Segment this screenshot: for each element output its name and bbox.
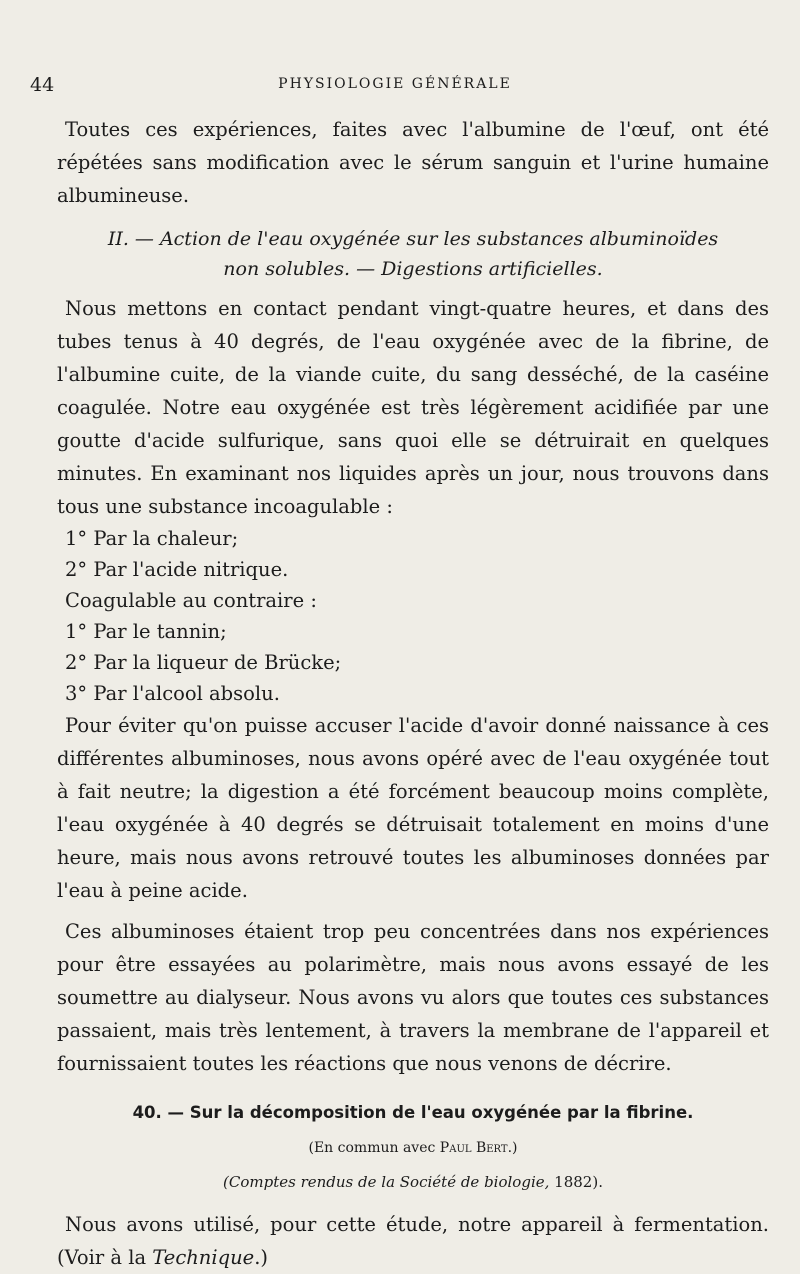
page-number: 44 [30,74,55,96]
body-text [57,113,769,1274]
final-paragraph-start: Nous avons utilisé, pour cette étude, notre appareil à fermentation. (Voir à la [57,1213,769,1269]
list-item-coagulable-1: 1° Par le tannin; [65,620,227,643]
final-paragraph [57,1208,769,1274]
chapter-title: 40. — Sur la décomposition de l'eau oxygénée par la fibrine. [132,1103,694,1122]
list-item-coagulable-3: 3° Par l'alcool absolu. [65,682,280,705]
final-paragraph-italic: Technique [152,1246,255,1269]
coauthor-name: Paul Bert [439,1140,508,1156]
paragraph-1: Toutes ces expériences, faites avec l'albumine de l'œuf, ont été répétées sans modification avec le sérum sanguin et l'urine humaine albumineuse. [57,118,769,207]
source-year: 1882). [554,1173,603,1191]
coauthor-prefix: (En commun avec [308,1140,436,1156]
coauthor-line [57,1134,769,1162]
coauthor-suffix: .) [507,1140,518,1156]
running-title: PHYSIOLOGIE GÉNÉRALE [278,76,512,92]
section-title-line-1: II. — Action de l'eau oxygénée sur les substances albuminoïdes [107,228,719,250]
source-reference [57,1166,769,1198]
final-paragraph-end: .) [254,1246,268,1269]
page-header [30,74,760,100]
section-title [57,224,769,284]
paragraph-4: Ces albuminoses étaient trop peu concentrées dans nos expériences pour être essayées au polarimètre, mais nous avons essayé de les soumettre au dialyseur. Nous avons vu alors que toutes ces substances passaient, mais très lentement, à travers la membrane de l'appareil et fournissaient toutes les réactions que nous venons de décrire. [57,920,769,1075]
coagulable-heading: Coagulable au contraire : [65,589,317,612]
list-item-incoagulable-1: 1° Par la chaleur; [65,527,239,550]
source-italic: (Comptes rendus de la Société de biologie, [223,1173,550,1191]
list-item-incoagulable-2: 2° Par l'acide nitrique. [65,558,289,581]
section-title-line-2: non solubles. — Digestions artificielles. [223,258,603,280]
list-item-coagulable-2: 2° Par la liqueur de Brücke; [65,651,342,674]
paragraph-2: Nous mettons en contact pendant vingt-quatre heures, et dans des tubes tenus à 40 degrés, de l'eau oxygénée avec de la fibrine, de l'albumine cuite, de la viande cuite, du sang desséché, de la caséine coagulée. Notre eau oxygénée est très légèrement acidifiée par une goutte d'acide sulfurique, sans quoi elle se détruirait en quelques minutes. En examinant nos liquides après un jour, nous trouvons dans tous une substance incoagulable : [57,297,769,518]
paragraph-3: Pour éviter qu'on puisse accuser l'acide d'avoir donné naissance à ces différentes albuminoses, nous avons opéré avec de l'eau oxygénée tout à fait neutre; la digestion a été forcément beaucoup moins complète, l'eau oxygénée à 40 degrés se détruisait totalement en moins d'une heure, mais nous avons retrouvé toutes les albuminoses données par l'eau à peine acide. [57,714,769,902]
